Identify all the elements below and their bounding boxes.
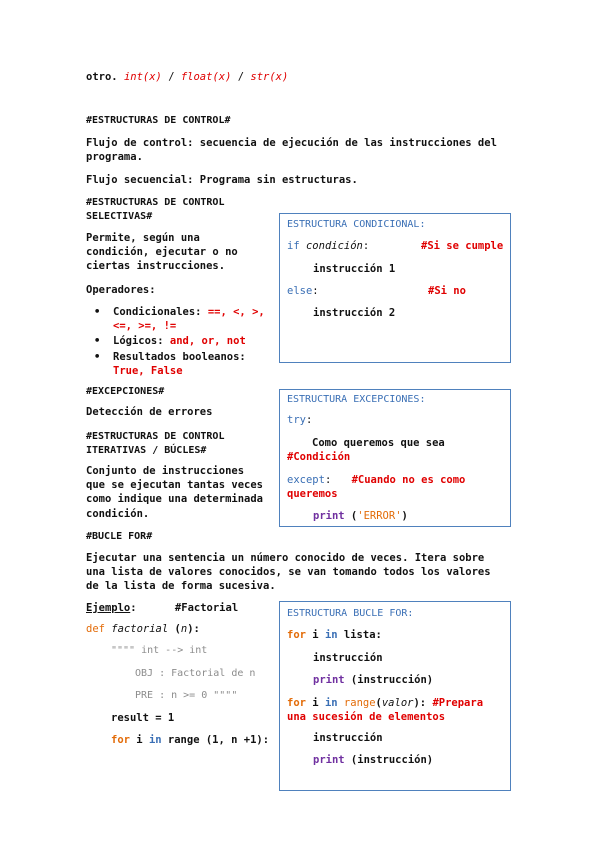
except-line <box>287 473 507 501</box>
print-line <box>313 674 433 686</box>
colon: : <box>305 414 313 426</box>
example-label-line <box>86 602 238 614</box>
result-line: result = 1 <box>111 712 175 724</box>
range-call: range (1, n +1): <box>161 734 270 746</box>
colon: : <box>130 602 137 614</box>
list-item <box>86 334 268 348</box>
loop-variable: i <box>129 734 149 746</box>
item-value: and, or, not <box>169 335 246 348</box>
colon: : <box>312 285 319 297</box>
for-list-line <box>287 629 382 641</box>
colon: : <box>324 474 332 486</box>
iterative-description: Conjunto de instrucciones que se ejecutan tantas veces como indique una determinada condición. <box>86 465 264 520</box>
iterative-heading-line2: ITERATIVAS / BÚCLES# <box>86 445 207 457</box>
docstring-line-2: OBJ : Factorial de n <box>135 668 256 679</box>
paren: ): <box>187 623 200 635</box>
for-loop-heading: #BUCLE FOR# <box>86 531 153 542</box>
paren: ( <box>375 697 382 709</box>
item-label: Lógicos: <box>113 335 170 348</box>
else-line <box>287 285 319 297</box>
instruction-2: instrucción 2 <box>313 307 396 319</box>
in-keyword: in <box>148 734 162 746</box>
def-line <box>86 623 200 635</box>
factorial-comment: #Factorial <box>174 602 239 614</box>
range-keyword: range <box>343 697 376 709</box>
try-body-text: Como queremos que sea <box>312 437 445 449</box>
else-keyword: else <box>287 285 313 297</box>
exceptions-box-title: ESTRUCTURA EXCEPCIONES: <box>287 394 426 405</box>
in-keyword: in <box>324 697 338 709</box>
selective-description: Permite, según una condición, ejecutar o no ciertas instrucciones. <box>86 232 238 273</box>
for-range-line <box>111 734 269 746</box>
paren: ( <box>168 623 181 635</box>
exceptions-description: Detección de errores <box>86 406 213 418</box>
selective-heading-line1: #ESTRUCTURAS DE CONTROL <box>86 197 225 208</box>
except-keyword: except <box>287 474 325 486</box>
int-function: int(x) <box>123 71 162 83</box>
paren: ) <box>401 510 408 522</box>
item-label: Resultados booleanos: <box>113 350 246 363</box>
def-keyword: def <box>86 623 105 635</box>
iterative-heading-line1: #ESTRUCTURAS DE CONTROL <box>86 431 225 442</box>
for-loop-description: Ejecutar una sentencia un número conocido de veces. Itera sobre una lista de valores conocidos, se van tomando todos los valores de la lista de forma sucesiva. <box>86 552 491 593</box>
condition-text: condición <box>305 240 363 252</box>
try-keyword: try <box>287 414 306 426</box>
print-args: (instrucción) <box>344 674 434 686</box>
condition-comment: #Condición <box>287 451 351 464</box>
for-range-valor-line <box>287 696 507 724</box>
for-keyword: for <box>287 697 306 709</box>
list-item <box>86 350 268 378</box>
range-comment: #Prepara una sucesión de elementos <box>287 697 484 724</box>
separator: / <box>231 71 251 83</box>
exceptions-heading: #EXCEPCIONES# <box>86 386 165 397</box>
item-value: True, False <box>113 364 183 377</box>
in-keyword: in <box>324 629 338 641</box>
colon: : <box>362 240 370 252</box>
selective-heading-line2: SELECTIVAS# <box>86 211 153 223</box>
docstring-line-1: """" int --> int <box>111 645 208 656</box>
control-heading: #ESTRUCTURAS DE CONTROL# <box>86 115 231 126</box>
paren: ): <box>413 697 427 709</box>
float-function: float(x) <box>180 71 232 83</box>
control-flow-paragraph: Flujo de control: secuencia de ejecución de las instrucciones del programa. <box>86 137 497 164</box>
valor-param: valor <box>381 697 414 709</box>
intro-line <box>86 71 288 83</box>
separator: / <box>161 71 181 83</box>
instruction-line-2: instrucción <box>313 732 383 744</box>
iterable: lista: <box>337 629 382 641</box>
instruction-1: instrucción 1 <box>313 263 396 275</box>
print-keyword: print <box>313 754 345 766</box>
operators-label: Operadores: <box>86 284 156 296</box>
print-keyword: print <box>313 674 345 686</box>
intro-label: otro. <box>86 71 118 83</box>
if-keyword: if <box>287 240 300 252</box>
except-comment: #Cuando no es como queremos <box>287 474 466 501</box>
if-comment: #Si se cumple <box>421 240 504 252</box>
paren: ( <box>344 510 358 522</box>
for-keyword: for <box>287 629 306 641</box>
conditional-box-title: ESTRUCTURA CONDICIONAL: <box>287 219 426 230</box>
print-error-line <box>313 510 408 522</box>
else-comment: #Si no <box>428 285 466 297</box>
iterative-heading <box>86 430 224 458</box>
str-function: str(x) <box>250 71 289 83</box>
function-name: factorial <box>111 623 169 635</box>
example-label: Ejemplo <box>86 602 131 614</box>
list-item <box>86 305 268 333</box>
item-label: Condicionales: <box>113 306 208 318</box>
for-keyword: for <box>111 734 130 746</box>
for-box-title: ESTRUCTURA BUCLE FOR: <box>287 608 414 619</box>
print-keyword: print <box>313 510 345 522</box>
docstring-line-3: PRE : n >= 0 """" <box>135 690 238 701</box>
error-string: 'ERROR' <box>357 510 402 522</box>
if-line <box>287 240 369 252</box>
item-value: ==, <, >, <=, >=, != <box>113 306 265 333</box>
param-name: n <box>180 623 188 635</box>
try-body <box>287 436 507 464</box>
loop-variable: i <box>305 697 325 709</box>
print-line-2 <box>313 754 433 766</box>
print-args: (instrucción) <box>344 754 434 766</box>
selective-heading <box>86 196 224 224</box>
sequential-flow-paragraph: Flujo secuencial: Programa sin estructuras. <box>86 174 358 186</box>
instruction-line: instrucción <box>313 652 383 664</box>
try-line <box>287 414 312 426</box>
loop-variable: i <box>305 629 325 641</box>
operators-list <box>86 305 268 379</box>
